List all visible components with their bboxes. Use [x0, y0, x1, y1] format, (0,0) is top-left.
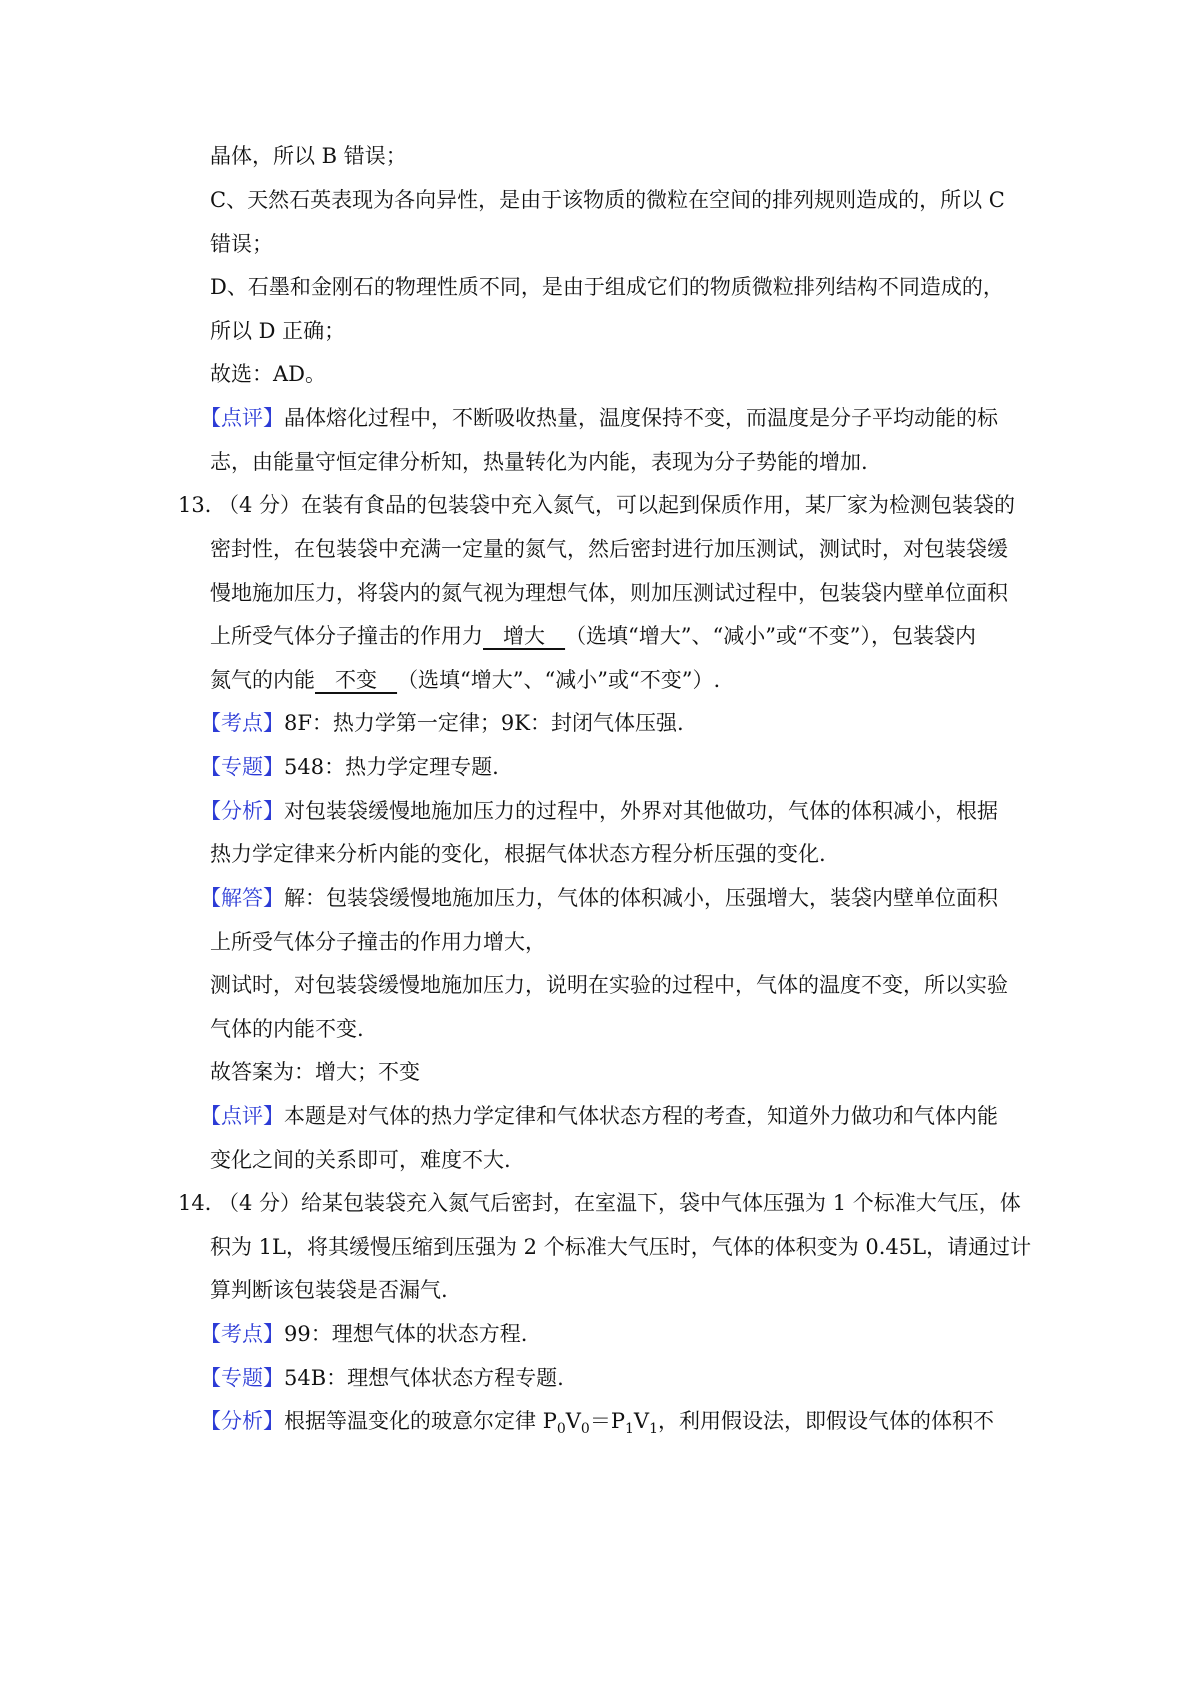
formula-subscript: 0	[556, 1421, 566, 1437]
zhuanti-tag: 【专题】	[200, 755, 284, 779]
question-text-part: 氮气的内能	[210, 668, 315, 692]
kaodian-line	[200, 708, 1020, 738]
formula-subscript: 1	[649, 1421, 658, 1437]
kaodian-text: 8F：热力学第一定律；9K：封闭气体压强.	[284, 711, 684, 735]
question-text: （4 分）在装有食品的包装袋中充入氮气，可以起到保质作用，某厂家为检测包装袋的	[218, 493, 1016, 517]
question-text-part: （选填“增大”、“减小”或“不变”）.	[397, 668, 721, 692]
formula-equals: ＝	[589, 1409, 611, 1433]
fenxi-tag: 【分析】	[200, 1409, 284, 1433]
fenxi-text: 对包装袋缓慢地施加压力的过程中，外界对其他做功，气体的体积减小，根据	[284, 799, 998, 823]
question-number: 14．	[178, 1191, 226, 1215]
question-text-part: （选填“增大”、“减小”或“不变”），包装袋内	[565, 624, 976, 648]
formula-subscript: 0	[580, 1421, 590, 1437]
text-line: 所以 D 正确；	[210, 319, 346, 343]
question-text: 慢地施加压力，将袋内的氮气视为理想气体，则加压测试过程中，包装袋内壁单位面积	[210, 581, 1008, 605]
fenxi-line	[200, 796, 1020, 826]
review-tag: 【点评】	[200, 406, 284, 430]
formula-symbol: P	[542, 1409, 557, 1433]
answer-blank: 不变	[315, 668, 398, 692]
text-line: C、天然石英表现为各向异性，是由于该物质的微粒在空间的排列规则造成的，所以 C	[210, 188, 1005, 212]
kaodian-tag: 【考点】	[200, 711, 284, 735]
zhuanti-line	[200, 752, 1020, 782]
text-line: 晶体，所以 B 错误；	[210, 144, 407, 168]
text-line: 气体的内能不变.	[210, 1017, 364, 1041]
review-text: 晶体熔化过程中，不断吸收热量，温度保持不变，而温度是分子平均动能的标	[284, 406, 998, 430]
text-line: 志，由能量守恒定律分析知，热量转化为内能，表现为分子势能的增加.	[210, 450, 868, 474]
jieda-tag: 【解答】	[200, 886, 284, 910]
zhuanti-text: 548：热力学定理专题.	[284, 755, 499, 779]
question-text	[210, 665, 1030, 695]
fenxi-text: 根据等温变化的玻意尔定律	[284, 1409, 543, 1433]
question-text	[210, 621, 1030, 651]
fenxi-tag: 【分析】	[200, 799, 284, 823]
kaodian-tag: 【考点】	[200, 1322, 284, 1346]
formula	[542, 1409, 658, 1437]
text-line: 故选：AD。	[210, 362, 327, 386]
zhuanti-line	[200, 1363, 1020, 1393]
zhuanti-tag: 【专题】	[200, 1366, 284, 1390]
text-line: 错误；	[210, 232, 273, 256]
formula-symbol: V	[565, 1409, 581, 1433]
formula-subscript: 1	[624, 1421, 634, 1437]
fenxi-line	[200, 1406, 1020, 1436]
question-text: （4 分）给某包装袋充入氮气后密封，在室温下，袋中气体压强为 1 个标准大气压，体	[218, 1191, 1021, 1215]
question-number: 13．	[178, 493, 226, 517]
text-line: 上所受气体分子撞击的作用力增大，	[210, 930, 546, 954]
kaodian-text: 99：理想气体的状态方程.	[284, 1322, 528, 1346]
text-line: 测试时，对包装袋缓慢地施加压力，说明在实验的过程中，气体的温度不变，所以实验	[210, 973, 1008, 997]
dianping-text: 本题是对气体的热力学定律和气体状态方程的考查，知道外力做功和气体内能	[284, 1104, 998, 1128]
question-text: 密封性，在包装袋中充满一定量的氮气，然后密封进行加压测试，测试时，对包装袋缓	[210, 537, 1008, 561]
question-text-part: 上所受气体分子撞击的作用力	[210, 624, 483, 648]
text-line: D、石墨和金刚石的物理性质不同，是由于组成它们的物质微粒排列结构不同造成的，	[210, 275, 1004, 299]
question-text: 积为 1L，将其缓慢压缩到压强为 2 个标准大气压时，气体的体积变为 0.45L，请通过计	[210, 1235, 1032, 1259]
formula-symbol: P	[610, 1409, 625, 1433]
zhuanti-text: 54B：理想气体状态方程专题.	[284, 1366, 564, 1390]
text-line: 变化之间的关系即可，难度不大.	[210, 1148, 511, 1172]
jieda-text: 解：包装袋缓慢地施加压力，气体的体积减小，压强增大，装袋内壁单位面积	[284, 886, 998, 910]
text-line: 热力学定律来分析内能的变化，根据气体状态方程分析压强的变化.	[210, 842, 826, 866]
answer-blank: 增大	[483, 624, 566, 648]
kaodian-line	[200, 1319, 1020, 1349]
question-text: 算判断该包装袋是否漏气.	[210, 1278, 448, 1302]
review-line	[200, 403, 1020, 433]
dianping-line	[200, 1101, 1020, 1131]
jieda-line	[200, 883, 1020, 913]
dianping-tag: 【点评】	[200, 1104, 284, 1128]
fenxi-text: ，利用假设法，即假设气体的体积不	[658, 1409, 994, 1433]
answer-line: 故答案为：增大；不变	[210, 1060, 420, 1084]
formula-symbol: V	[633, 1409, 650, 1433]
